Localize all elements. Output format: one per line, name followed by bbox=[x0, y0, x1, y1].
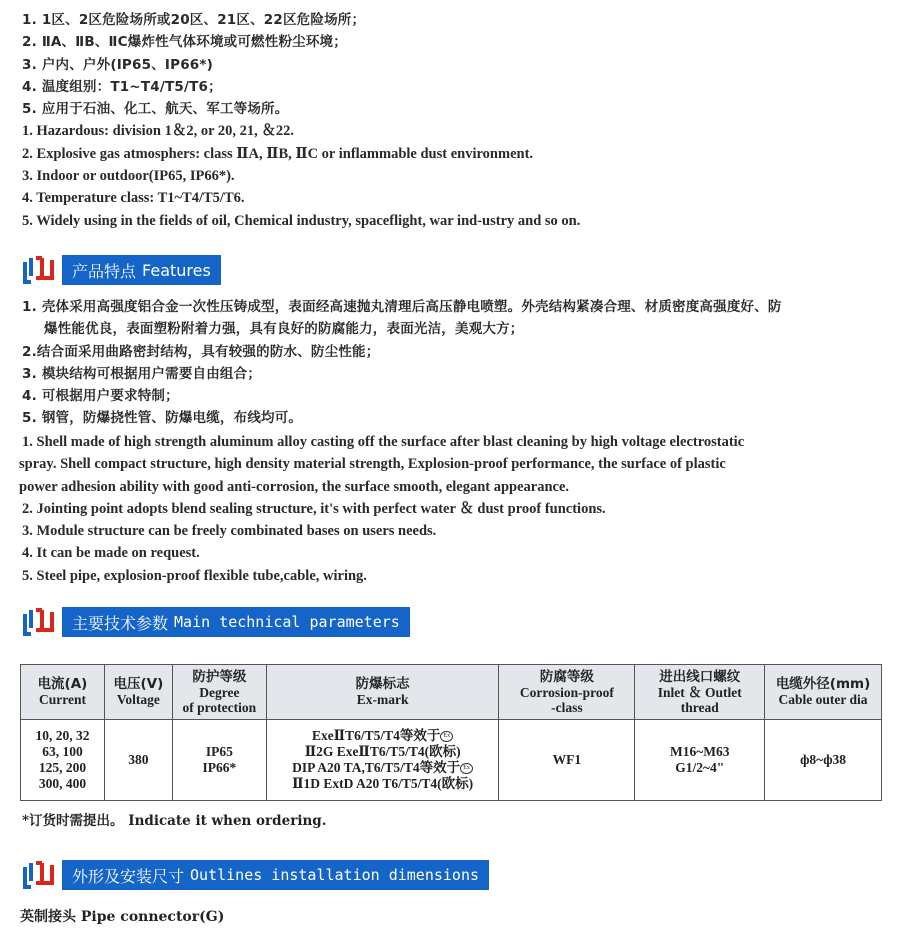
header-thread: 进出线口螺纹 Inlet ＆ Outlet thread bbox=[635, 665, 765, 720]
header-protection: 防护等级 Degree of protection bbox=[172, 665, 266, 720]
feature-line: 5. Steel pipe, explosion-proof flexible tube,cable, wiring. bbox=[22, 567, 367, 584]
section-title-en: Main technical parameters bbox=[174, 613, 400, 631]
pipe-connector-label: 英制接头 Pipe connector(G) bbox=[20, 909, 225, 925]
intro-line: 1. 1区、2区危险场所或20区、21区、22区危险场所； bbox=[22, 12, 366, 28]
section-title-cn: 外形及安装尺寸 bbox=[72, 866, 185, 886]
intro-line: 1. Hazardous: division 1＆2, or 20, 21, ＆22. bbox=[22, 123, 295, 140]
intro-line: 5. 应用于石油、化工、航天、军工等场所。 bbox=[22, 101, 289, 118]
company-logo-icon bbox=[22, 859, 58, 891]
feature-line: 2.结合面采用曲路密封结构，具有较强的防水、防尘性能； bbox=[22, 343, 380, 360]
intro-list bbox=[22, 9, 882, 232]
intro-line: 3. 户内、户外(IP65、IP66*) bbox=[22, 56, 214, 73]
outlines-header bbox=[22, 859, 489, 891]
section-title-cn: 产品特点 bbox=[72, 261, 137, 281]
company-logo-icon bbox=[22, 606, 58, 638]
cell-current: 10, 20, 32 63, 100 125, 200 300, 400 bbox=[21, 720, 105, 801]
section-title-bar bbox=[62, 860, 489, 890]
cell-cable: ф8~ф38 bbox=[765, 720, 882, 801]
intro-line: 3. Indoor or outdoor(IP65, IP66*). bbox=[22, 168, 235, 185]
company-logo-icon bbox=[22, 254, 58, 286]
section-title-cn: 主要技术参数 bbox=[72, 613, 169, 633]
feature-line: 4. 可根据用户要求特制； bbox=[22, 388, 179, 405]
header-corrosion: 防腐等级 Corrosion-proof -class bbox=[499, 665, 635, 720]
feature-line: 3. 模块结构可根据用户需要自由组合； bbox=[22, 365, 262, 382]
section-title-bar bbox=[62, 255, 221, 285]
feature-line: spray. Shell compact structure, high density material strength, Explosion-proof performance, the surface of plastic bbox=[19, 456, 726, 473]
intro-line: 2. ⅡA、ⅡB、ⅡC爆炸性气体环境或可燃性粉尘环境； bbox=[22, 34, 347, 51]
section-title-bar bbox=[62, 607, 410, 637]
intro-line: 5. Widely using in the fields of oil, Chemical industry, spaceflight, war ind-ustry and so on. bbox=[22, 212, 581, 229]
ex-symbol-icon: Ex bbox=[460, 763, 473, 774]
feature-line: 5. 钢管，防爆挠性管、防爆电缆，布线均可。 bbox=[22, 410, 303, 427]
parameters-table bbox=[20, 664, 882, 801]
table-header-row bbox=[21, 665, 882, 720]
cell-protection: IP65 IP66* bbox=[172, 720, 266, 801]
ex-symbol-icon: Ex bbox=[440, 731, 453, 742]
feature-line: power adhesion ability with good anti-corrosion, the surface smooth, elegant appearance. bbox=[19, 478, 570, 495]
features-cn-list bbox=[22, 296, 882, 430]
order-note: *订货时需提出。 Indicate it when ordering. bbox=[22, 813, 327, 829]
feature-line: 3. Module structure can be freely combinated bases on users needs. bbox=[22, 523, 437, 540]
intro-line: 2. Explosive gas atmosphers: class ⅡA, ⅡB, ⅡC or inflammable dust environment. bbox=[22, 145, 534, 162]
header-cable: 电缆外径(mm) Cable outer dia bbox=[765, 665, 882, 720]
header-current: 电流(A) Current bbox=[21, 665, 105, 720]
feature-line: 爆性能优良，表面塑粉附着力强，具有良好的防腐能力，表面光洁，美观大方； bbox=[44, 321, 524, 338]
cell-corrosion: WF1 bbox=[499, 720, 635, 801]
features-header bbox=[22, 254, 221, 286]
section-title-en: Features bbox=[142, 260, 211, 280]
header-exmark: 防爆标志 Ex-mark bbox=[266, 665, 499, 720]
cell-exmark: ExeⅡT6/T5/T4等效于 Ex Ⅱ2G ExeⅡT6/T5/T4(欧标) DIP A20 TA,T6/T5/T4等效于 Ex Ⅱ1D ExtD A20 T6/T5/T4(欧标) bbox=[266, 720, 499, 801]
intro-line: 4. Temperature class: T1~T4/T5/T6. bbox=[22, 190, 245, 207]
features-en-list bbox=[19, 431, 882, 587]
intro-line: 4. 温度组别：T1~T4/T5/T6； bbox=[22, 78, 222, 95]
params-header bbox=[22, 606, 410, 638]
table-row bbox=[21, 720, 882, 801]
cell-thread: M16~M63 G1/2~4" bbox=[635, 720, 765, 801]
feature-line: 1. 壳体采用高强度铝合金一次性压铸成型，表面经高速抛丸清理后高压静电喷塑。外壳结构紧凑合理、材质密度高强度好、防 bbox=[22, 299, 782, 315]
feature-line: 1. Shell made of high strength aluminum alloy casting off the surface after blast cleaning by high voltage electrostatic bbox=[22, 434, 745, 450]
section-title-en: Outlines installation dimensions bbox=[190, 866, 479, 884]
header-voltage: 电压(V) Voltage bbox=[104, 665, 172, 720]
feature-line: 2. Jointing point adopts blend sealing structure, it's with perfect water ＆ dust proof functions. bbox=[22, 500, 606, 517]
cell-voltage: 380 bbox=[104, 720, 172, 801]
feature-line: 4. It can be made on request. bbox=[22, 545, 200, 562]
